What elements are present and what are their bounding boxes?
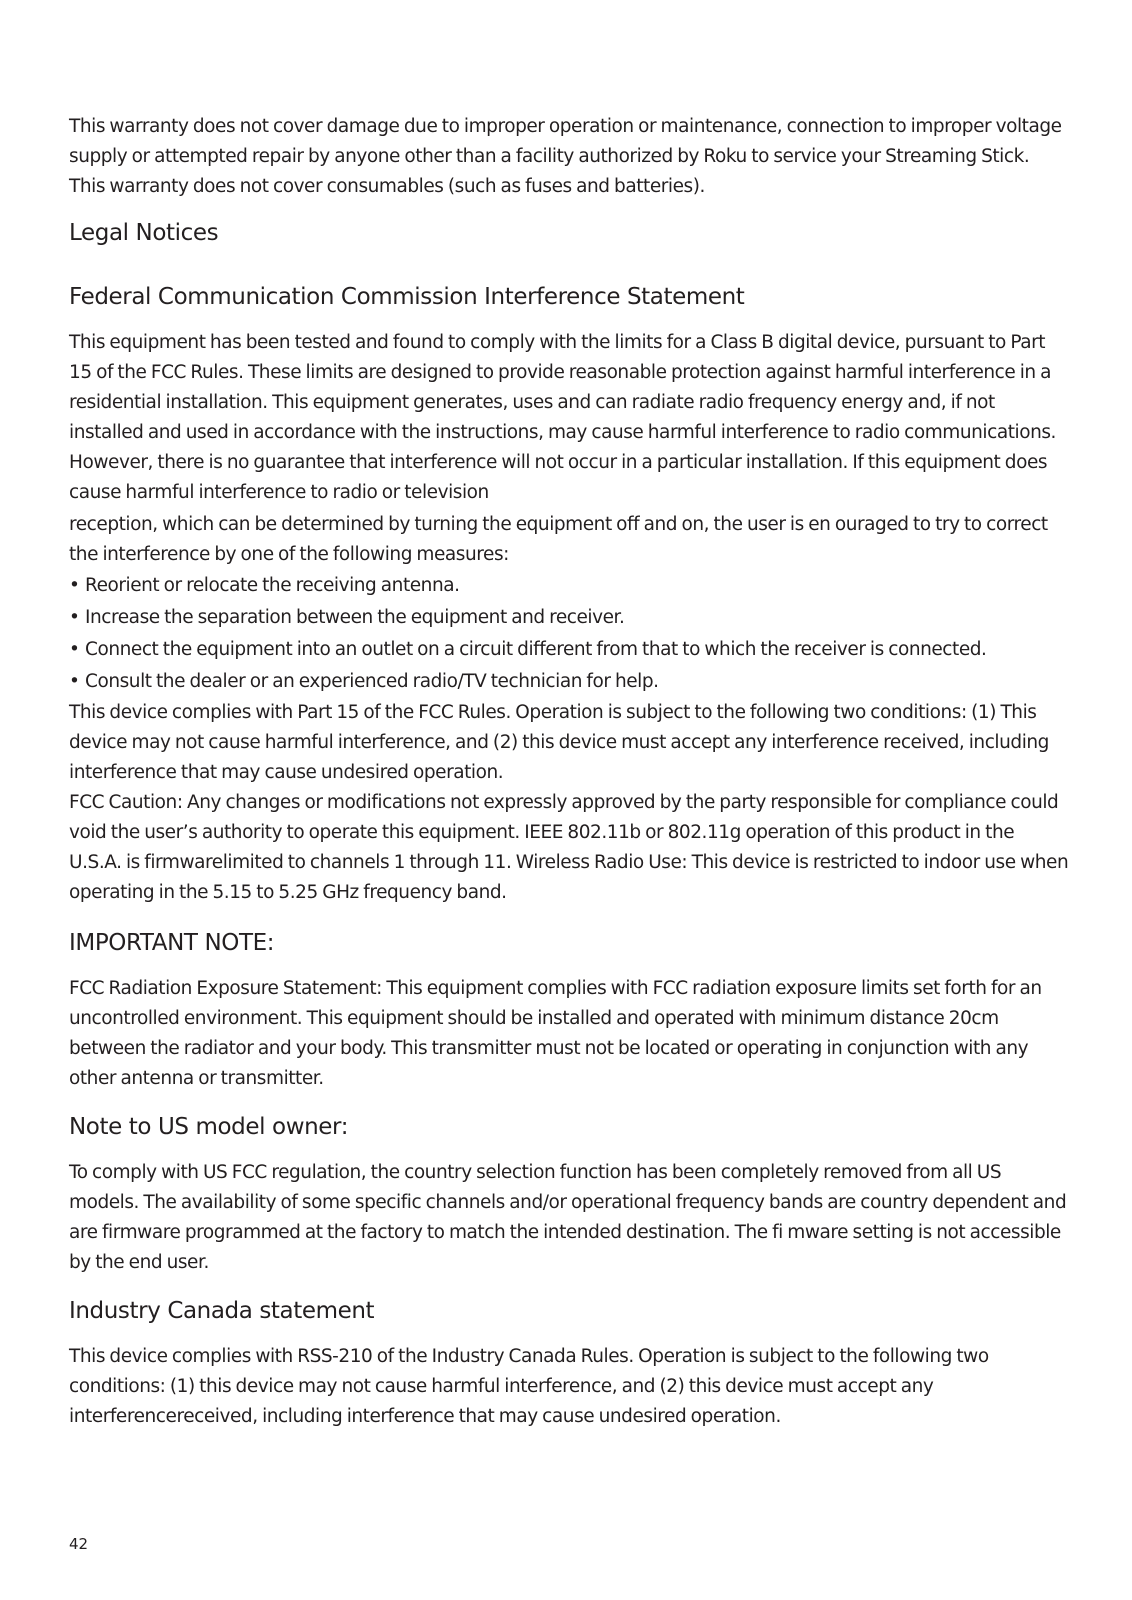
fcc-paragraph-3: This device complies with Part 15 of the FCC Rules. Operation is subject to the following two conditions: (1) This device may not cause harmful interference, and (2) this device must accept any interference received, including interference that may cause undesired operation. [69, 702, 1049, 783]
us-owner-heading: Note to US model owner: [69, 1114, 349, 1140]
list-item [69, 571, 1069, 601]
list-item-text: Connect the equipment into an outlet on a circuit different from that to which the receiver is connected. [85, 639, 987, 660]
document-page [69, 112, 1069, 1432]
fcc-interference-heading: Federal Communication Commission Interference Statement [69, 284, 745, 310]
radiation-exposure-paragraph: FCC Radiation Exposure Statement: This equipment complies with FCC radiation exposure limits set forth for an uncontrolled environment. This equipment should be installed and operated with minimum distance 20cm between the radiator and your body. This transmitter must not be located or operating in conjunction with any other antenna or transmitter. [69, 978, 1042, 1089]
bullet-icon: • [69, 639, 80, 660]
warranty-paragraph: This warranty does not cover damage due to improper operation or maintenance, connection to improper voltage supply or attempted repair by anyone other than a facility authorized by Roku to service your Streaming Stick. This warranty does not cover consumables (such as fuses and batteries). [69, 116, 1062, 197]
list-item [69, 635, 1069, 665]
bullet-icon: • [69, 607, 80, 628]
list-item [69, 667, 1069, 697]
list-item-text: Increase the separation between the equipment and receiver. [85, 607, 625, 628]
list-item-text: Reorient or relocate the receiving antenna. [85, 575, 460, 596]
industry-canada-paragraph: This device complies with RSS-210 of the Industry Canada Rules. Operation is subject to the following two conditions: (1) this device may not cause harmful interference, and (2) this device must accept any interferencereceived, including interference that may cause undesired operation. [69, 1346, 989, 1427]
important-note-heading: IMPORTANT NOTE: [69, 930, 275, 956]
list-item-text: Consult the dealer or an experienced radio/TV technician for help. [85, 671, 659, 692]
bullet-icon: • [69, 575, 80, 596]
bullet-icon: • [69, 671, 80, 692]
fcc-caution-paragraph: FCC Caution: Any changes or modifications not expressly approved by the party responsible for compliance could void the user’s authority to operate this equipment. IEEE 802.11b or 802.11g operation of this product in the U.S.A. is firmwarelimited to channels 1 through 11. Wireless Radio Use: This device is restricted to indoor use when operating in the 5.15 to 5.25 GHz frequency band. [69, 792, 1069, 903]
list-item [69, 603, 1069, 633]
fcc-paragraph-1: This equipment has been tested and found to comply with the limits for a Class B digital device, pursuant to Part 15 of the FCC Rules. These limits are designed to provide reasonable protection against harmful interference in a residential installation. This equipment generates, uses and can radiate radio frequency energy and, if not installed and used in accordance with the instructions, may cause harmful interference to radio communications. However, there is no guarantee that interference will not occur in a particular installation. If this equipment does cause harmful interference to radio or television [69, 332, 1056, 503]
industry-canada-heading: Industry Canada statement [69, 1298, 375, 1324]
fcc-paragraph-2: reception, which can be determined by turning the equipment off and on, the user is en ouraged to try to correct the interference by one of the following measures: [69, 514, 1048, 565]
page-number: 42 [69, 1535, 89, 1553]
us-owner-paragraph: To comply with US FCC regulation, the country selection function has been completely removed from all US models. The availability of some specific channels and/or operational frequency bands are country dependent and are firmware programmed at the factory to match the intended destination. The fi mware setting is not accessible by the end user. [69, 1162, 1067, 1273]
legal-notices-heading: Legal Notices [69, 220, 219, 246]
